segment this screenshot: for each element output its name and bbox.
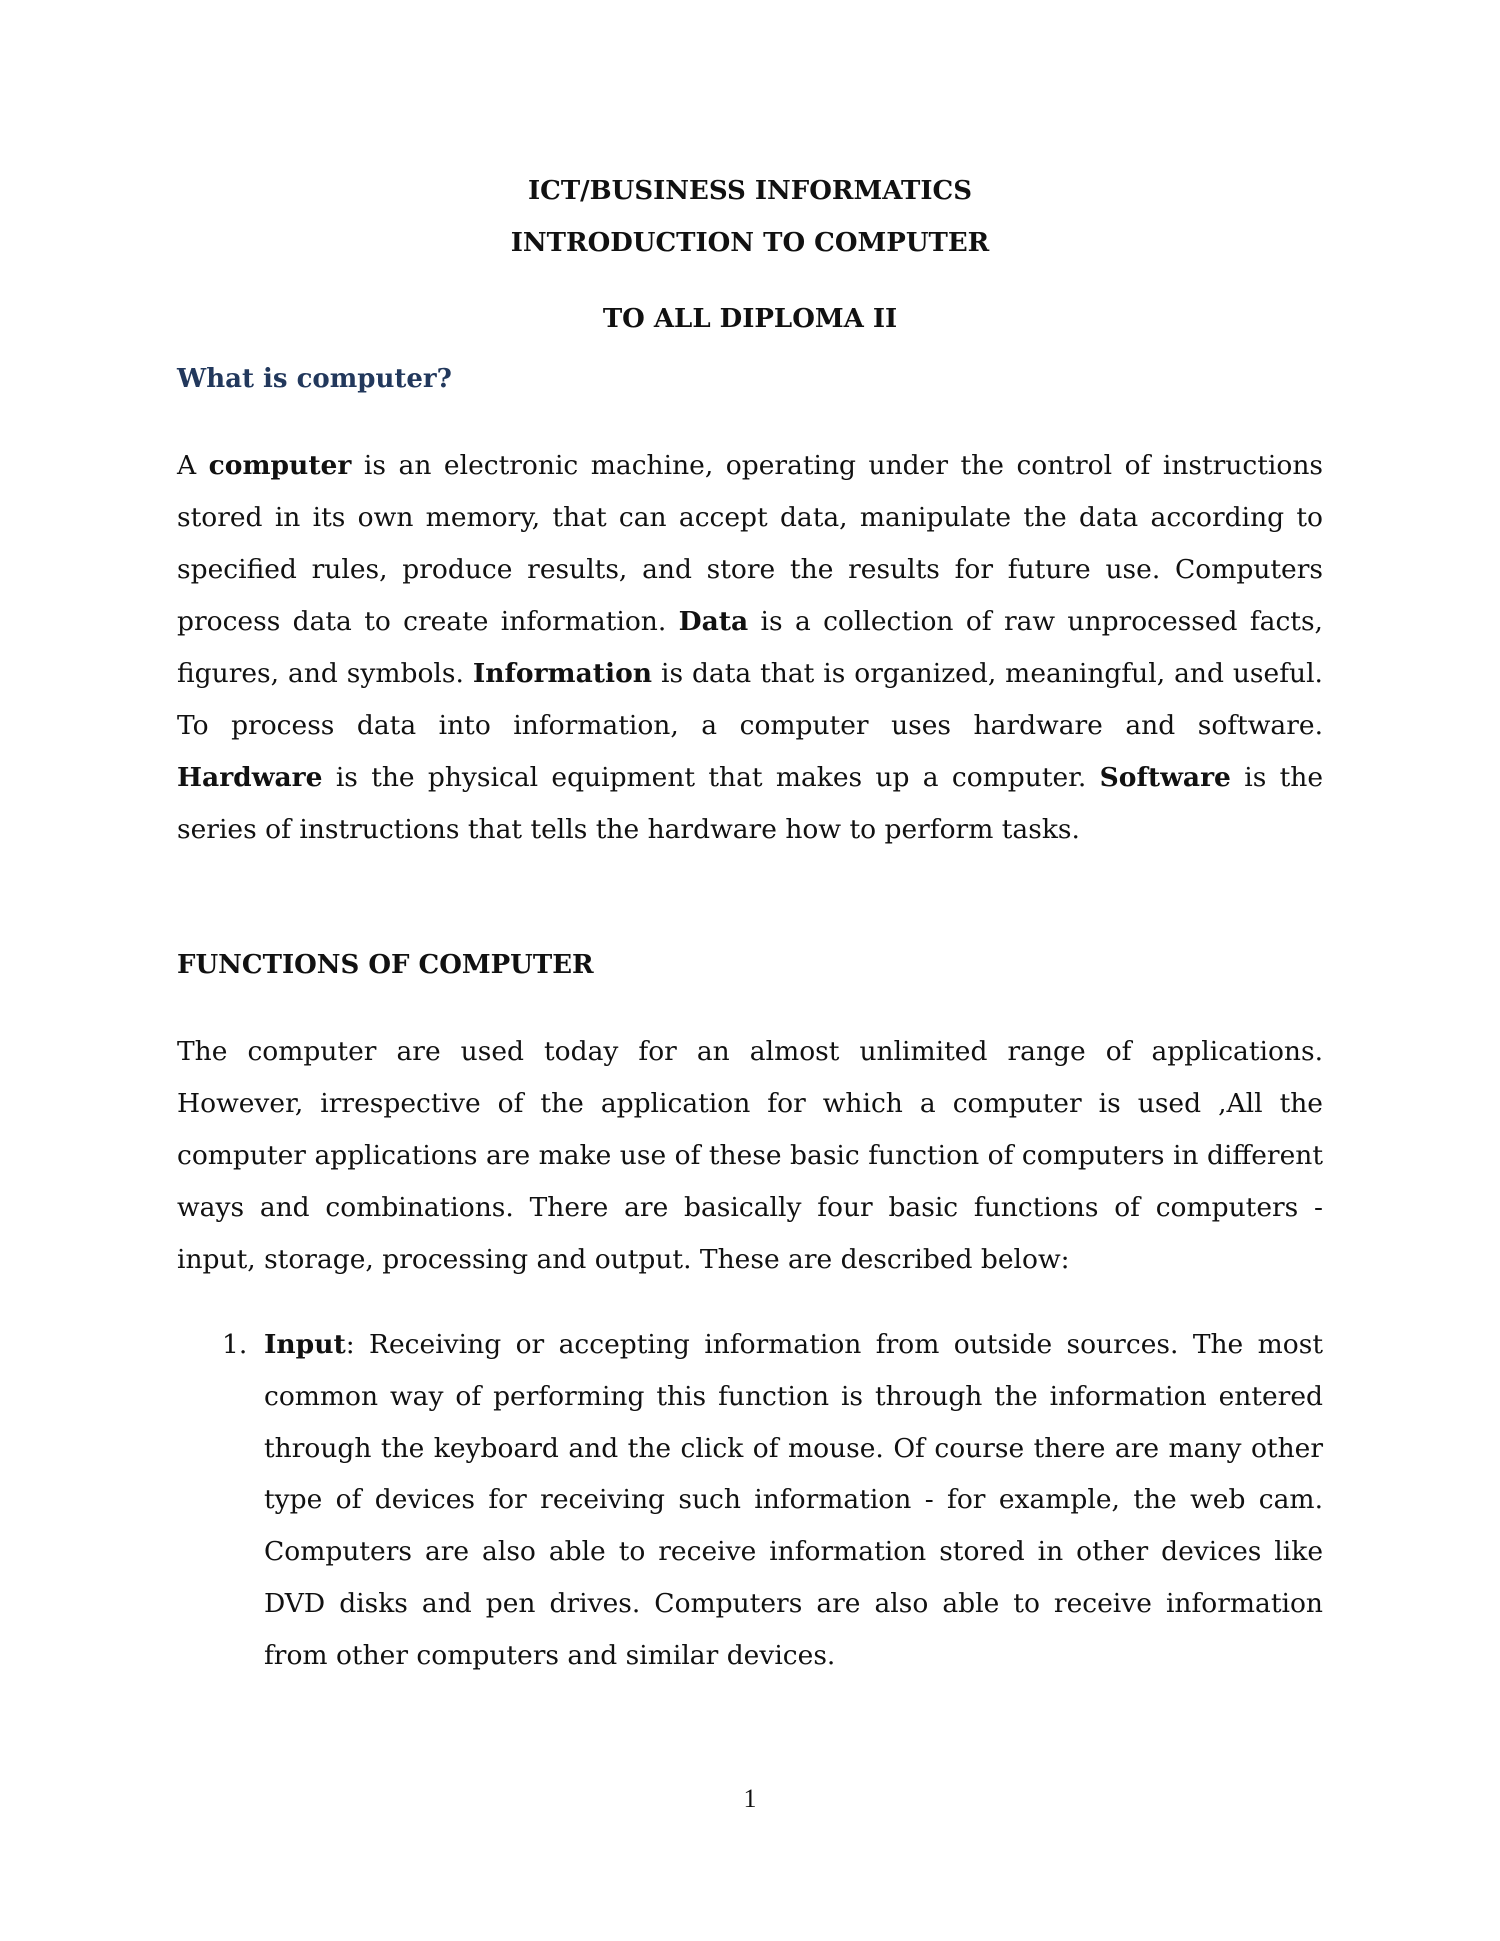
audience-title: TO ALL DIPLOMA II [602, 304, 898, 334]
section-heading-functions: FUNCTIONS OF COMPUTER [177, 950, 594, 980]
page-number: 1 [743, 1784, 757, 1813]
functions-list [177, 1319, 1323, 1682]
list-number: 1. [222, 1329, 248, 1360]
list-item-input [177, 1319, 1323, 1682]
term-software: Software [1099, 762, 1231, 793]
text-run: is the physical equipment that makes up a computer. [322, 762, 1100, 793]
text-run: is data that is organized, meaningful, and useful. To process data into information, a computer uses hardware and software. [177, 658, 1323, 741]
text-run: is the series of instructions that tells the hardware how to perform tasks. [177, 762, 1324, 845]
course-title: ICT/BUSINESS INFORMATICS [527, 176, 973, 206]
text-run: is a collection of raw unprocessed facts, figures, and symbols. [177, 606, 1323, 689]
functions-paragraph: The computer are used today for an almost unlimited range of applications. However, irrespective of the application for which a computer is used ,All the computer applications are make use of these basic function of computers in different ways and combinations. There are basically four basic functions of computers - input, storage, processing and output. These are described below: [177, 1036, 1323, 1275]
term-hardware: Hardware [177, 762, 323, 793]
text-run: A [177, 450, 209, 481]
document-title: INTRODUCTION TO COMPUTER [510, 228, 990, 258]
term-computer: computer [208, 450, 352, 481]
section-heading-what-is-computer: What is computer? [177, 364, 452, 394]
term-input: Input [264, 1329, 346, 1360]
text-run: is an electronic machine, operating under the control of instructions stored in its own memory, that can accept data, manipulate the data according to specified rules, produce results, and store the results for future use. Computers process data to create information. [177, 450, 1323, 637]
definition-paragraph [177, 440, 1323, 856]
list-item-text: : Receiving or accepting information from outside sources. The most common way of performing this function is through the information entered through the keyboard and the click of mouse. Of course there are many other type of devices for receiving such information - for example, the web cam. Computers are also able to receive information stored in other devices like DVD disks and pen drives. Computers are also able to receive information from other computers and similar devices. [264, 1329, 1323, 1671]
term-data: Data [678, 606, 749, 637]
term-information: Information [472, 658, 653, 689]
